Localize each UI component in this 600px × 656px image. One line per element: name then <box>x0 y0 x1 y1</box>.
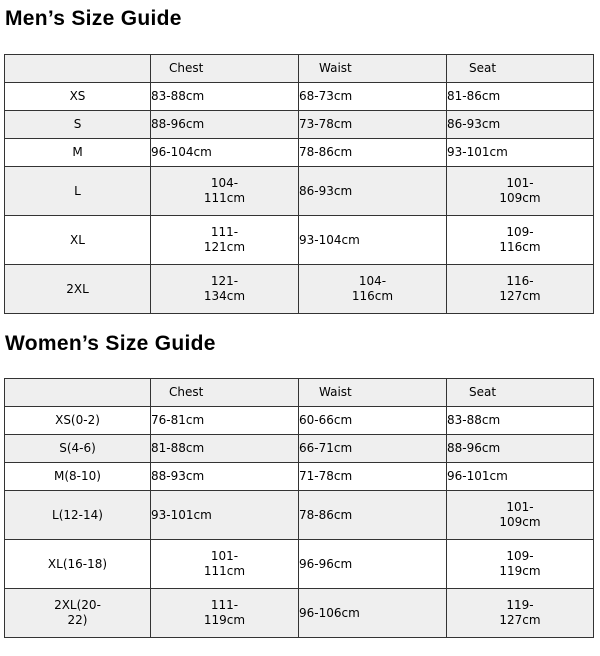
seat-cell: 81-86cm <box>447 83 594 111</box>
size-cell: 2XL(20- 22) <box>5 589 151 638</box>
header-chest: Chest <box>151 379 299 407</box>
chest-cell: 93-101cm <box>151 491 299 540</box>
table-row <box>5 167 594 216</box>
waist-cell: 68-73cm <box>299 83 447 111</box>
seat-cell: 88-96cm <box>447 435 594 463</box>
table-row <box>5 139 594 167</box>
header-seat: Seat <box>447 55 594 83</box>
seat-cell: 96-101cm <box>447 463 594 491</box>
seat-cell: 109- 119cm <box>447 540 594 589</box>
chest-cell: 83-88cm <box>151 83 299 111</box>
header-seat: Seat <box>447 379 594 407</box>
header-waist: Waist <box>299 379 447 407</box>
waist-cell: 60-66cm <box>299 407 447 435</box>
table-row <box>5 407 594 435</box>
waist-cell: 71-78cm <box>299 463 447 491</box>
size-cell: XL <box>5 216 151 265</box>
chest-cell: 111- 119cm <box>151 589 299 638</box>
header-chest: Chest <box>151 55 299 83</box>
table-header-row <box>5 55 594 83</box>
seat-cell: 101- 109cm <box>447 491 594 540</box>
chest-cell: 81-88cm <box>151 435 299 463</box>
seat-cell: 116- 127cm <box>447 265 594 314</box>
table-row <box>5 216 594 265</box>
seat-cell: 119- 127cm <box>447 589 594 638</box>
table-row <box>5 265 594 314</box>
womens-size-guide-title: Women’s Size Guide <box>5 332 216 355</box>
chest-cell: 88-96cm <box>151 111 299 139</box>
chest-cell: 76-81cm <box>151 407 299 435</box>
waist-cell: 78-86cm <box>299 139 447 167</box>
mens-size-table <box>4 54 594 314</box>
seat-cell: 109- 116cm <box>447 216 594 265</box>
chest-cell: 111- 121cm <box>151 216 299 265</box>
size-cell: XS <box>5 83 151 111</box>
chest-cell: 104- 111cm <box>151 167 299 216</box>
mens-size-guide-title: Men’s Size Guide <box>5 7 182 30</box>
table-row <box>5 491 594 540</box>
seat-cell: 101- 109cm <box>447 167 594 216</box>
size-cell: XL(16-18) <box>5 540 151 589</box>
size-cell: XS(0-2) <box>5 407 151 435</box>
size-cell: S(4-6) <box>5 435 151 463</box>
chest-cell: 88-93cm <box>151 463 299 491</box>
seat-cell: 93-101cm <box>447 139 594 167</box>
header-size <box>5 379 151 407</box>
header-size <box>5 55 151 83</box>
size-cell: L(12-14) <box>5 491 151 540</box>
header-waist: Waist <box>299 55 447 83</box>
womens-size-table <box>4 378 594 638</box>
waist-cell: 96-96cm <box>299 540 447 589</box>
table-row <box>5 463 594 491</box>
waist-cell: 78-86cm <box>299 491 447 540</box>
waist-cell: 96-106cm <box>299 589 447 638</box>
chest-cell: 121- 134cm <box>151 265 299 314</box>
waist-cell: 73-78cm <box>299 111 447 139</box>
chest-cell: 96-104cm <box>151 139 299 167</box>
table-row <box>5 435 594 463</box>
table-row <box>5 540 594 589</box>
table-row <box>5 111 594 139</box>
table-row <box>5 83 594 111</box>
size-cell: L <box>5 167 151 216</box>
size-cell: M(8-10) <box>5 463 151 491</box>
waist-cell: 93-104cm <box>299 216 447 265</box>
size-cell: S <box>5 111 151 139</box>
waist-cell: 86-93cm <box>299 167 447 216</box>
size-cell: 2XL <box>5 265 151 314</box>
waist-cell: 104- 116cm <box>299 265 447 314</box>
seat-cell: 83-88cm <box>447 407 594 435</box>
size-cell: M <box>5 139 151 167</box>
table-header-row <box>5 379 594 407</box>
table-row <box>5 589 594 638</box>
waist-cell: 66-71cm <box>299 435 447 463</box>
chest-cell: 101- 111cm <box>151 540 299 589</box>
seat-cell: 86-93cm <box>447 111 594 139</box>
